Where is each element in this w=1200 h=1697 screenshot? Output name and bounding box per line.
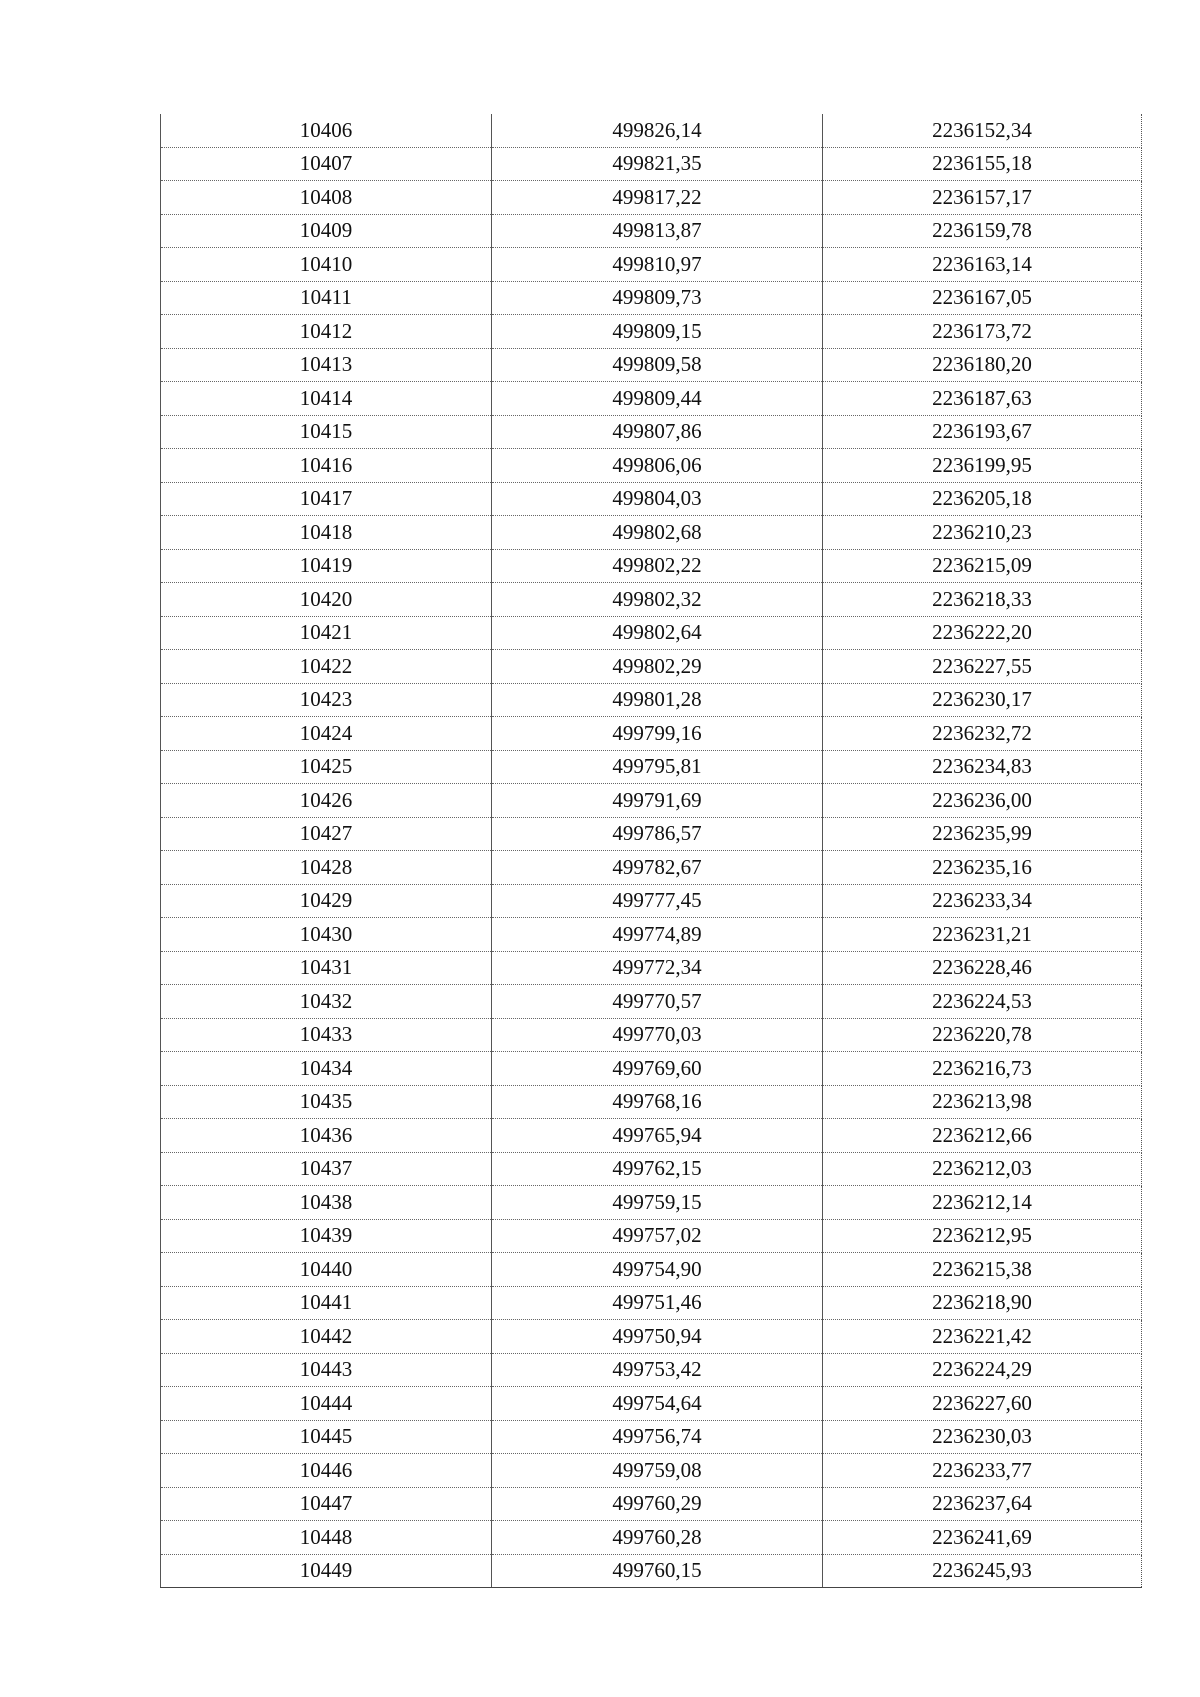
point-number-cell: 10426 — [161, 784, 492, 818]
point-number-cell: 10411 — [161, 281, 492, 315]
table-row — [161, 784, 1142, 818]
table-row — [161, 750, 1142, 784]
table-row — [161, 583, 1142, 617]
table-row — [161, 315, 1142, 349]
point-number-cell: 10422 — [161, 650, 492, 684]
x-coordinate-cell: 499821,35 — [492, 147, 823, 181]
y-coordinate-cell: 2236163,14 — [823, 248, 1142, 282]
coordinates-table-body — [161, 114, 1142, 1588]
point-number-cell: 10425 — [161, 750, 492, 784]
x-coordinate-cell: 499806,06 — [492, 449, 823, 483]
x-coordinate-cell: 499765,94 — [492, 1119, 823, 1153]
y-coordinate-cell: 2236212,03 — [823, 1152, 1142, 1186]
table-row — [161, 1353, 1142, 1387]
table-row — [161, 415, 1142, 449]
table-row — [161, 214, 1142, 248]
y-coordinate-cell: 2236230,17 — [823, 683, 1142, 717]
x-coordinate-cell: 499802,32 — [492, 583, 823, 617]
y-coordinate-cell: 2236212,95 — [823, 1219, 1142, 1253]
x-coordinate-cell: 499768,16 — [492, 1085, 823, 1119]
y-coordinate-cell: 2236232,72 — [823, 717, 1142, 751]
table-row — [161, 482, 1142, 516]
point-number-cell: 10408 — [161, 181, 492, 215]
point-number-cell: 10432 — [161, 985, 492, 1019]
y-coordinate-cell: 2236218,33 — [823, 583, 1142, 617]
y-coordinate-cell: 2236224,53 — [823, 985, 1142, 1019]
x-coordinate-cell: 499802,22 — [492, 549, 823, 583]
point-number-cell: 10424 — [161, 717, 492, 751]
point-number-cell: 10419 — [161, 549, 492, 583]
x-coordinate-cell: 499809,44 — [492, 382, 823, 416]
y-coordinate-cell: 2236220,78 — [823, 1018, 1142, 1052]
point-number-cell: 10410 — [161, 248, 492, 282]
x-coordinate-cell: 499826,14 — [492, 114, 823, 147]
point-number-cell: 10409 — [161, 214, 492, 248]
x-coordinate-cell: 499772,34 — [492, 951, 823, 985]
point-number-cell: 10415 — [161, 415, 492, 449]
x-coordinate-cell: 499802,64 — [492, 616, 823, 650]
point-number-cell: 10420 — [161, 583, 492, 617]
y-coordinate-cell: 2236221,42 — [823, 1320, 1142, 1354]
y-coordinate-cell: 2236180,20 — [823, 348, 1142, 382]
point-number-cell: 10436 — [161, 1119, 492, 1153]
point-number-cell: 10429 — [161, 884, 492, 918]
y-coordinate-cell: 2236236,00 — [823, 784, 1142, 818]
x-coordinate-cell: 499782,67 — [492, 851, 823, 885]
point-number-cell: 10412 — [161, 315, 492, 349]
point-number-cell: 10407 — [161, 147, 492, 181]
y-coordinate-cell: 2236228,46 — [823, 951, 1142, 985]
y-coordinate-cell: 2236222,20 — [823, 616, 1142, 650]
x-coordinate-cell: 499760,28 — [492, 1521, 823, 1555]
y-coordinate-cell: 2236212,14 — [823, 1186, 1142, 1220]
x-coordinate-cell: 499754,64 — [492, 1387, 823, 1421]
x-coordinate-cell: 499813,87 — [492, 214, 823, 248]
x-coordinate-cell: 499762,15 — [492, 1152, 823, 1186]
y-coordinate-cell: 2236235,16 — [823, 851, 1142, 885]
point-number-cell: 10423 — [161, 683, 492, 717]
y-coordinate-cell: 2236167,05 — [823, 281, 1142, 315]
x-coordinate-cell: 499810,97 — [492, 248, 823, 282]
x-coordinate-cell: 499801,28 — [492, 683, 823, 717]
y-coordinate-cell: 2236233,34 — [823, 884, 1142, 918]
y-coordinate-cell: 2236245,93 — [823, 1554, 1142, 1588]
table-row — [161, 1420, 1142, 1454]
y-coordinate-cell: 2236224,29 — [823, 1353, 1142, 1387]
x-coordinate-cell: 499804,03 — [492, 482, 823, 516]
point-number-cell: 10437 — [161, 1152, 492, 1186]
y-coordinate-cell: 2236218,90 — [823, 1286, 1142, 1320]
point-number-cell: 10406 — [161, 114, 492, 147]
x-coordinate-cell: 499770,03 — [492, 1018, 823, 1052]
y-coordinate-cell: 2236193,67 — [823, 415, 1142, 449]
point-number-cell: 10428 — [161, 851, 492, 885]
y-coordinate-cell: 2236215,09 — [823, 549, 1142, 583]
table-row — [161, 382, 1142, 416]
point-number-cell: 10427 — [161, 817, 492, 851]
x-coordinate-cell: 499754,90 — [492, 1253, 823, 1287]
table-row — [161, 147, 1142, 181]
x-coordinate-cell: 499802,68 — [492, 516, 823, 550]
point-number-cell: 10416 — [161, 449, 492, 483]
point-number-cell: 10441 — [161, 1286, 492, 1320]
table-row — [161, 650, 1142, 684]
x-coordinate-cell: 499760,15 — [492, 1554, 823, 1588]
point-number-cell: 10421 — [161, 616, 492, 650]
y-coordinate-cell: 2236227,55 — [823, 650, 1142, 684]
point-number-cell: 10448 — [161, 1521, 492, 1555]
x-coordinate-cell: 499751,46 — [492, 1286, 823, 1320]
x-coordinate-cell: 499791,69 — [492, 784, 823, 818]
x-coordinate-cell: 499757,02 — [492, 1219, 823, 1253]
point-number-cell: 10449 — [161, 1554, 492, 1588]
y-coordinate-cell: 2236216,73 — [823, 1052, 1142, 1086]
y-coordinate-cell: 2236157,17 — [823, 181, 1142, 215]
x-coordinate-cell: 499769,60 — [492, 1052, 823, 1086]
x-coordinate-cell: 499777,45 — [492, 884, 823, 918]
table-row — [161, 951, 1142, 985]
table-row — [161, 114, 1142, 147]
y-coordinate-cell: 2236227,60 — [823, 1387, 1142, 1421]
y-coordinate-cell: 2236212,66 — [823, 1119, 1142, 1153]
table-row — [161, 1487, 1142, 1521]
point-number-cell: 10433 — [161, 1018, 492, 1052]
point-number-cell: 10435 — [161, 1085, 492, 1119]
table-row — [161, 1286, 1142, 1320]
table-row — [161, 348, 1142, 382]
x-coordinate-cell: 499809,15 — [492, 315, 823, 349]
x-coordinate-cell: 499809,58 — [492, 348, 823, 382]
x-coordinate-cell: 499786,57 — [492, 817, 823, 851]
y-coordinate-cell: 2236215,38 — [823, 1253, 1142, 1287]
y-coordinate-cell: 2236199,95 — [823, 449, 1142, 483]
table-row — [161, 683, 1142, 717]
x-coordinate-cell: 499807,86 — [492, 415, 823, 449]
point-number-cell: 10440 — [161, 1253, 492, 1287]
coordinates-table — [160, 114, 1142, 1588]
x-coordinate-cell: 499759,15 — [492, 1186, 823, 1220]
table-row — [161, 1085, 1142, 1119]
x-coordinate-cell: 499756,74 — [492, 1420, 823, 1454]
table-row — [161, 1018, 1142, 1052]
y-coordinate-cell: 2236152,34 — [823, 114, 1142, 147]
y-coordinate-cell: 2236205,18 — [823, 482, 1142, 516]
table-row — [161, 817, 1142, 851]
point-number-cell: 10447 — [161, 1487, 492, 1521]
x-coordinate-cell: 499774,89 — [492, 918, 823, 952]
x-coordinate-cell: 499759,08 — [492, 1454, 823, 1488]
y-coordinate-cell: 2236173,72 — [823, 315, 1142, 349]
x-coordinate-cell: 499753,42 — [492, 1353, 823, 1387]
y-coordinate-cell: 2236231,21 — [823, 918, 1142, 952]
table-row — [161, 1521, 1142, 1555]
point-number-cell: 10430 — [161, 918, 492, 952]
point-number-cell: 10414 — [161, 382, 492, 416]
point-number-cell: 10439 — [161, 1219, 492, 1253]
table-row — [161, 516, 1142, 550]
table-row — [161, 616, 1142, 650]
table-row — [161, 1052, 1142, 1086]
point-number-cell: 10434 — [161, 1052, 492, 1086]
y-coordinate-cell: 2236230,03 — [823, 1420, 1142, 1454]
point-number-cell: 10413 — [161, 348, 492, 382]
table-row — [161, 1219, 1142, 1253]
x-coordinate-cell: 499809,73 — [492, 281, 823, 315]
x-coordinate-cell: 499802,29 — [492, 650, 823, 684]
table-row — [161, 449, 1142, 483]
table-row — [161, 1119, 1142, 1153]
table-row — [161, 1454, 1142, 1488]
x-coordinate-cell: 499760,29 — [492, 1487, 823, 1521]
y-coordinate-cell: 2236233,77 — [823, 1454, 1142, 1488]
y-coordinate-cell: 2236237,64 — [823, 1487, 1142, 1521]
table-row — [161, 918, 1142, 952]
x-coordinate-cell: 499770,57 — [492, 985, 823, 1019]
table-row — [161, 1554, 1142, 1588]
table-row — [161, 1387, 1142, 1421]
y-coordinate-cell: 2236241,69 — [823, 1521, 1142, 1555]
x-coordinate-cell: 499750,94 — [492, 1320, 823, 1354]
y-coordinate-cell: 2236159,78 — [823, 214, 1142, 248]
table-row — [161, 1320, 1142, 1354]
y-coordinate-cell: 2236187,63 — [823, 382, 1142, 416]
table-row — [161, 549, 1142, 583]
table-row — [161, 985, 1142, 1019]
point-number-cell: 10417 — [161, 482, 492, 516]
table-row — [161, 248, 1142, 282]
x-coordinate-cell: 499795,81 — [492, 750, 823, 784]
y-coordinate-cell: 2236235,99 — [823, 817, 1142, 851]
table-row — [161, 1152, 1142, 1186]
point-number-cell: 10418 — [161, 516, 492, 550]
point-number-cell: 10442 — [161, 1320, 492, 1354]
x-coordinate-cell: 499799,16 — [492, 717, 823, 751]
table-row — [161, 1253, 1142, 1287]
table-row — [161, 884, 1142, 918]
point-number-cell: 10445 — [161, 1420, 492, 1454]
y-coordinate-cell: 2236155,18 — [823, 147, 1142, 181]
point-number-cell: 10438 — [161, 1186, 492, 1220]
table-row — [161, 851, 1142, 885]
x-coordinate-cell: 499817,22 — [492, 181, 823, 215]
point-number-cell: 10446 — [161, 1454, 492, 1488]
table-row — [161, 181, 1142, 215]
y-coordinate-cell: 2236213,98 — [823, 1085, 1142, 1119]
point-number-cell: 10431 — [161, 951, 492, 985]
point-number-cell: 10443 — [161, 1353, 492, 1387]
y-coordinate-cell: 2236234,83 — [823, 750, 1142, 784]
table-row — [161, 1186, 1142, 1220]
point-number-cell: 10444 — [161, 1387, 492, 1421]
y-coordinate-cell: 2236210,23 — [823, 516, 1142, 550]
table-row — [161, 281, 1142, 315]
table-row — [161, 717, 1142, 751]
